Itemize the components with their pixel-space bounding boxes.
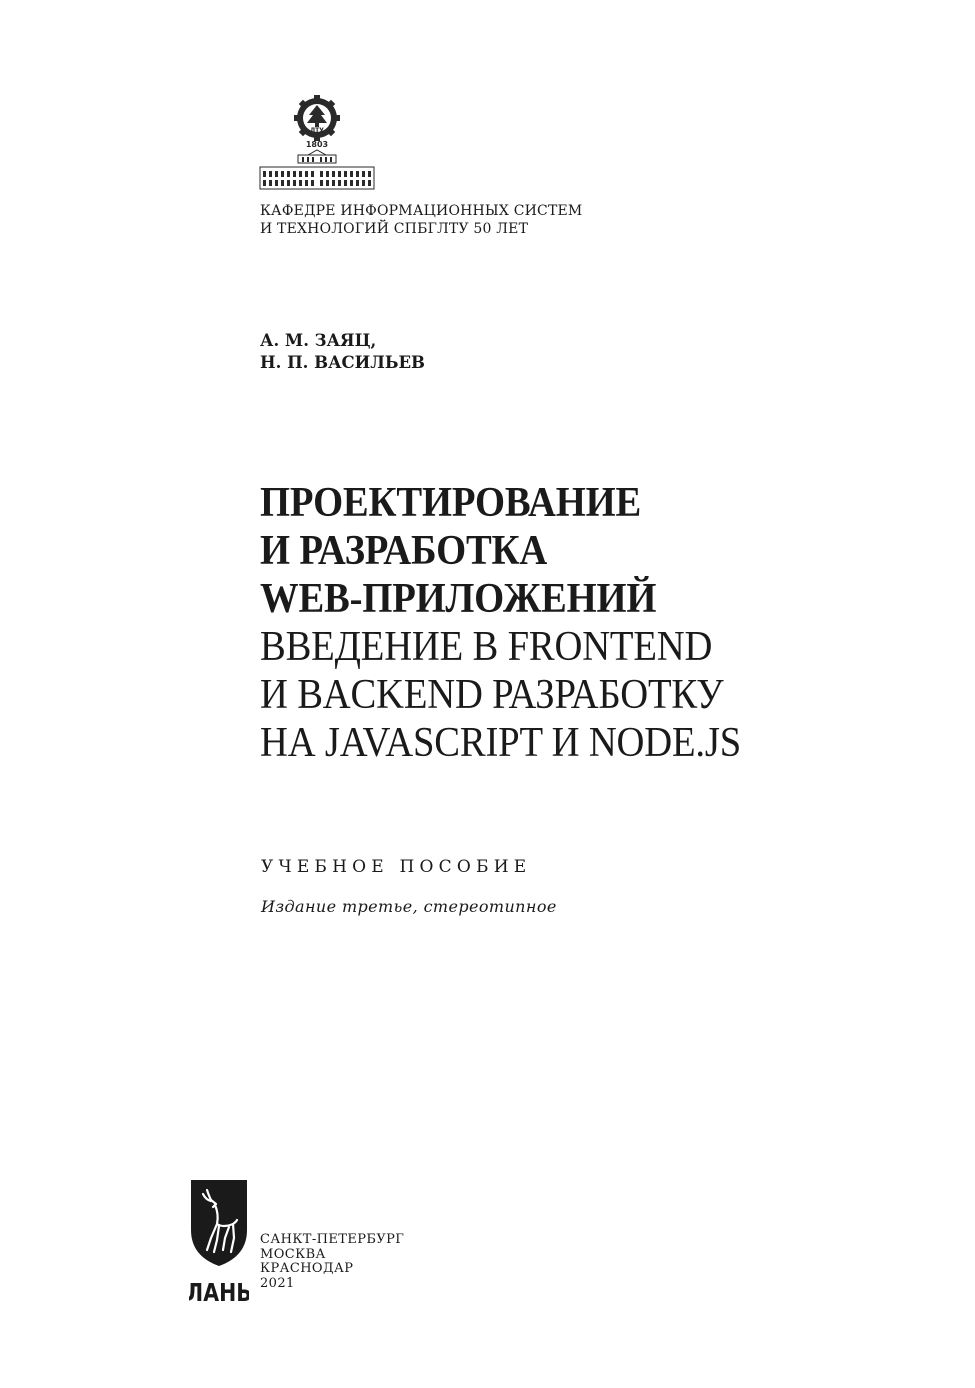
subtitle-line-2: И BACKEND РАЗРАБОТКУ [260, 672, 724, 718]
logo-year: 1803 [305, 140, 329, 149]
edition-note: Издание третье, стереотипное [261, 897, 557, 916]
book-title [260, 479, 940, 767]
city-1: САНКТ-ПЕТЕРБУРГ [260, 1232, 405, 1247]
publication-year: 2021 [260, 1275, 295, 1291]
publisher-logo-text: ЛАНЬ [189, 1279, 249, 1304]
logo-emblem-text: ЛТУ [310, 127, 324, 134]
publisher-cities [260, 1233, 404, 1291]
title-line-2: И РАЗРАБОТКА [260, 528, 548, 574]
author-2: Н. П. ВАСИЛЬЕВ [260, 353, 425, 372]
subtitle-line-3: НА JAVASCRIPT И NODE.JS [260, 720, 742, 766]
city-2: МОСКВА [260, 1246, 326, 1262]
city-3: КРАСНОДАР [260, 1261, 354, 1276]
title-line-1: ПРОЕКТИРОВАНИЕ [260, 480, 642, 526]
subtitle-line-1: ВВЕДЕНИЕ В FRONTEND [260, 624, 713, 670]
dedication [260, 202, 582, 238]
university-logo-icon [258, 95, 376, 195]
dedication-line-2: И ТЕХНОЛОГИЙ СПБГЛТУ 50 ЛЕТ [260, 221, 529, 237]
dedication-line-1: КАФЕДРЕ ИНФОРМАЦИОННЫХ СИСТЕМ [260, 203, 583, 219]
title-line-3: WEB-ПРИЛОЖЕНИЙ [260, 576, 657, 622]
authors [260, 330, 425, 374]
document-type: УЧЕБНОЕ ПОСОБИЕ [261, 857, 532, 877]
deer-logo-icon [189, 1180, 249, 1304]
author-1: А. М. ЗАЯЦ, [260, 331, 377, 350]
